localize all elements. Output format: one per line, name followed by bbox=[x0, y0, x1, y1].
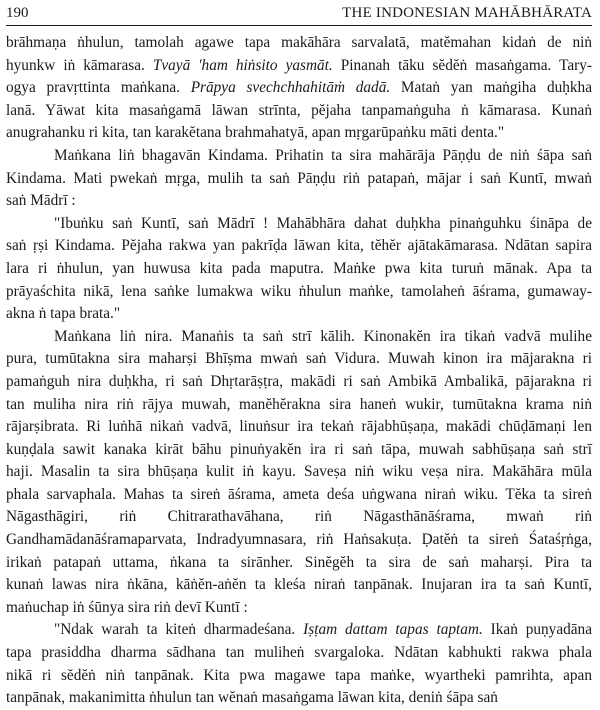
page-header bbox=[6, 2, 592, 22]
text-line: ogya pravṛttinta maṅkana. Prāpya svechchhahitāṁ dadā. Mataṅ yan maṅgiha duḥkha bbox=[6, 79, 592, 97]
sanskrit-quote: Prāpya svechchhahitāṁ dadā. bbox=[190, 79, 391, 97]
text-line: saṅ Mādrī : bbox=[6, 192, 76, 210]
text-line: rājarṣibrata. Ri luṅhā nikaṅ vadvā, linuṅsur ira tekaṅ rājabhūṣaṇa, makādi chūḍāmaṇi len bbox=[6, 418, 592, 436]
text-line: Gandhamādanāśramaparvata, Indradyumnasara, riṅ Haṅsakuṭa. Ḍatĕṅ ta sireṅ Śataśṛṅga, bbox=[6, 531, 592, 549]
text-line: irikaṅ patapaṅ uttama, ṅkana ta sirānher. Sinĕgĕh ta sira de saṅ maharṣi. Pira ta bbox=[6, 553, 592, 571]
text-line: kunaṅ lawas nira ṅkāna, kāṅĕn-aṅĕn ta kleśa niraṅ tanpānak. Inujaran ira ta saṅ Kuntī, bbox=[6, 576, 592, 594]
body-text bbox=[6, 32, 592, 710]
text-line: akna ṅ tapa brata." bbox=[6, 305, 121, 323]
text-line: prāyaśchita nikā, lena saṅke lumakwa wiku ṅhulun maṅke, tamolaheṅ āśrama, gumaway- bbox=[6, 282, 592, 300]
text-line: "Ibuṅku saṅ Kuntī, saṅ Mādrī ! Mahābhāra dahat duḥkha pinaṅguhku śināpa de bbox=[54, 214, 592, 232]
text-line: anugrahanku ri kita, tan karakĕtana brahmahatyā, apan mṛgarūpaṅku māti denta." bbox=[6, 124, 505, 142]
text-line: brāhmaṇa ṅhulun, tamolah agawe tapa makāhāra sarvalatā, matĕmahan kidaṅ de niṅ bbox=[6, 34, 592, 51]
text-line: maṅuchap iṅ śūnya sira riṅ devī Kuntī : bbox=[6, 598, 248, 616]
text-line: Maṅkana liṅ nira. Manaṅis ta saṅ strī kālih. Kinonakĕn ira tikaṅ vadvā mulihe bbox=[54, 327, 592, 345]
text-line: Nāgasthāgiri, riṅ Chitrarathavāhana, riṅ Nāgasthānāśrama, mwaṅ riṅ bbox=[6, 508, 592, 526]
text-line: "Ndak warah ta kiteṅ dharmadeśana. Iṣṭam dattam tapas taptam. Ikaṅ puṇyadāna bbox=[54, 621, 592, 639]
paragraph bbox=[6, 326, 592, 620]
page-number: 190 bbox=[6, 5, 29, 21]
text-line: lara ri ṅhulun, yan huwusa kita pada maputra. Maṅke pwa kita turuṅ mānak. Apa ta bbox=[6, 259, 592, 277]
sanskrit-quote: Iṣṭam dattam tapas taptam. bbox=[303, 621, 483, 639]
book-page bbox=[6, 0, 592, 707]
paragraph bbox=[6, 213, 592, 326]
text-line: nikā ri sĕdĕṅ niṅ tanpānak. Kita pwa magawe tapa maṅke, wyartheki pamrihta, apan bbox=[6, 666, 592, 684]
running-title: THE INDONESIAN MAHĀBHĀRATA bbox=[342, 5, 592, 21]
text-line: tan muliha nira riṅ rājya muwah, manĕhĕrakna sira haneṅ wukir, tumūtakna krama niṅ bbox=[6, 395, 592, 413]
text-line: haji. Masalin ta sira bhūṣaṇa kulit iṅ kayu. Saveṣa niṅ wiku veṣa nira. Makāhāra mūla bbox=[6, 463, 592, 481]
paragraph bbox=[6, 145, 592, 213]
text-line: lanā. Yāwat kita masaṅgamā lāwan strīnta, pĕjaha tanpamaṅguha ṅ kāmarasa. Kunaṅ bbox=[6, 101, 592, 119]
text-line: pura, tumūtakna sira maharṣi Bhīṣma mwaṅ saṅ Vidura. Muwah kinon ira mājarakna ri bbox=[6, 350, 592, 368]
paragraph bbox=[6, 619, 592, 709]
text-line: pamaṅguh nira duḥkha, ri saṅ Dhṛtarāṣṭra, makādi ri saṅ Ambikā Ambalikā, pājarakna ri bbox=[6, 372, 592, 390]
text-line: hyunkw iṅ kāmarasa. Tvayā 'ham hiṅsito yasmāt. Pinanah tāku sĕdĕṅ masaṅgama. Tary- bbox=[6, 56, 592, 74]
text-line: saṅ ṛṣi Kindama. Pĕjaha rakwa yan pakrīḍa lāwan kita, tĕhĕr ajātakāmarasa. Ndātan sapira bbox=[6, 237, 592, 255]
text-line: tapa prasiddha dharma sādhana tan muliheṅ svargaloka. Ndātan kabhukti rakwa phala bbox=[6, 644, 592, 662]
text-line: tanpānak, makanimitta ṅhulun tan wĕnaṅ masaṅgama lāwan kita, deniṅ śāpa saṅ bbox=[6, 689, 498, 707]
sanskrit-quote: Tvayā 'ham hiṅsito yasmāt. bbox=[152, 56, 333, 74]
text-line: Kindama. Mati pwekaṅ mṛga, mulih ta saṅ Pāṇḍu riṅ patapaṅ, mājar i saṅ Kuntī, mwaṅ bbox=[6, 169, 592, 187]
paragraph bbox=[6, 32, 592, 145]
text-line: kuṇḍala sawit kanaka kirāt bāhu pinuṅyakĕn ira ri saṅ tāpa, muwah sabhūṣaṇa saṅ strī bbox=[6, 440, 592, 458]
header-rule bbox=[6, 25, 592, 26]
text-line: Maṅkana liṅ bhagavān Kindama. Prihatin ta sira mahārāja Pāṇḍu de niṅ śāpa saṅ bbox=[54, 146, 592, 164]
text-line: phala sarvaphala. Mahas ta sireṅ āśrama, ameta deśa uṅgwana niraṅ wiku. Tĕka ta sireṅ bbox=[6, 485, 592, 503]
